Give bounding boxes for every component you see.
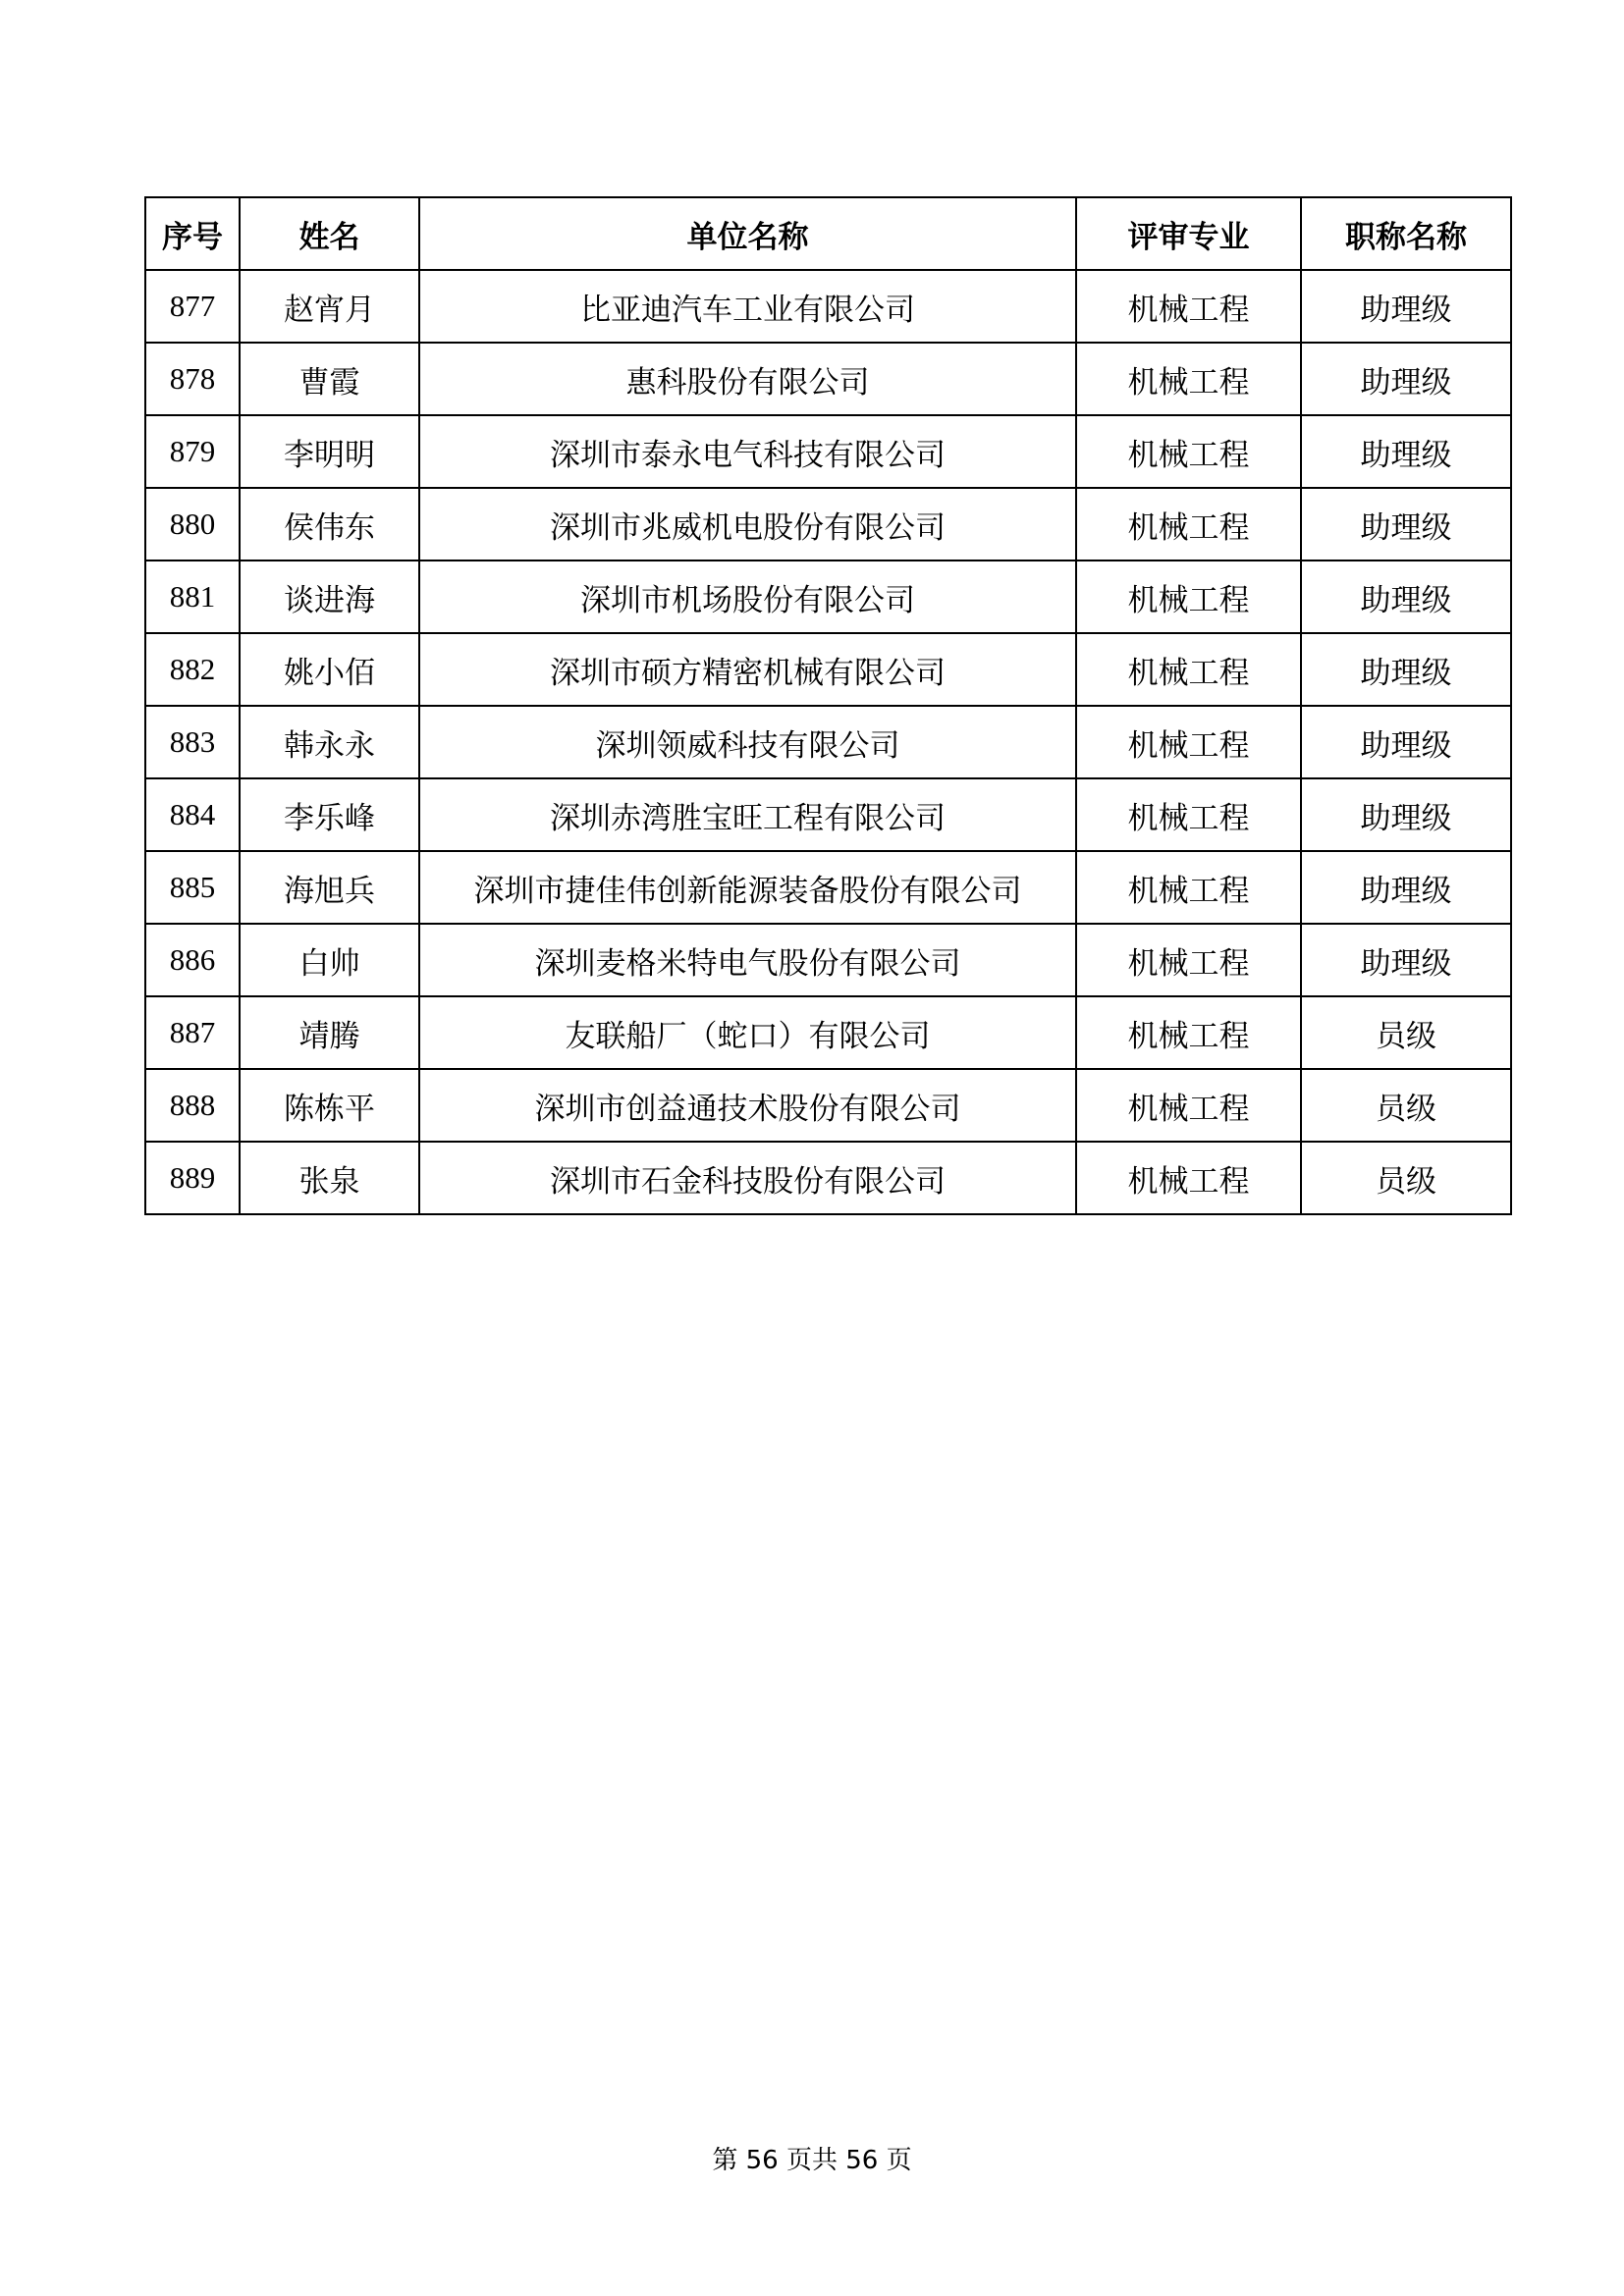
cell-organization: 深圳市创益通技术股份有限公司 [419,1069,1076,1142]
table-row [145,561,1511,633]
cell-organization: 友联船厂（蛇口）有限公司 [419,996,1076,1069]
cell-organization: 比亚迪汽车工业有限公司 [419,270,1076,343]
table-row [145,633,1511,706]
cell-organization: 深圳麦格米特电气股份有限公司 [419,924,1076,996]
table-row [145,415,1511,488]
cell-organization: 深圳赤湾胜宝旺工程有限公司 [419,778,1076,851]
cell-serial-number: 889 [145,1142,240,1214]
header-name: 姓名 [240,197,419,270]
cell-serial-number: 881 [145,561,240,633]
cell-title-level: 助理级 [1301,488,1511,561]
cell-specialty: 机械工程 [1076,1069,1301,1142]
cell-serial-number: 888 [145,1069,240,1142]
cell-name: 靖腾 [240,996,419,1069]
cell-organization: 惠科股份有限公司 [419,343,1076,415]
cell-name: 韩永永 [240,706,419,778]
cell-serial-number: 882 [145,633,240,706]
cell-serial-number: 883 [145,706,240,778]
table-body [145,270,1511,1214]
table-row [145,270,1511,343]
cell-title-level: 助理级 [1301,778,1511,851]
table-row [145,1142,1511,1214]
cell-organization: 深圳市硕方精密机械有限公司 [419,633,1076,706]
cell-specialty: 机械工程 [1076,561,1301,633]
cell-name: 海旭兵 [240,851,419,924]
cell-name: 侯伟东 [240,488,419,561]
table-row [145,343,1511,415]
table-row [145,706,1511,778]
cell-specialty: 机械工程 [1076,706,1301,778]
cell-specialty: 机械工程 [1076,996,1301,1069]
cell-serial-number: 884 [145,778,240,851]
page-footer: 第 56 页共 56 页 [712,2146,912,2175]
header-specialty: 评审专业 [1076,197,1301,270]
cell-title-level: 助理级 [1301,415,1511,488]
cell-specialty: 机械工程 [1076,415,1301,488]
table-row [145,851,1511,924]
cell-name: 陈栋平 [240,1069,419,1142]
cell-name: 张泉 [240,1142,419,1214]
cell-name: 李明明 [240,415,419,488]
cell-specialty: 机械工程 [1076,633,1301,706]
header-organization: 单位名称 [419,197,1076,270]
cell-title-level: 助理级 [1301,633,1511,706]
table-header-row [145,197,1511,270]
cell-name: 白帅 [240,924,419,996]
cell-specialty: 机械工程 [1076,488,1301,561]
cell-name: 姚小佰 [240,633,419,706]
cell-serial-number: 879 [145,415,240,488]
cell-name: 李乐峰 [240,778,419,851]
cell-serial-number: 886 [145,924,240,996]
cell-serial-number: 887 [145,996,240,1069]
cell-name: 赵宵月 [240,270,419,343]
cell-title-level: 助理级 [1301,270,1511,343]
cell-organization: 深圳市石金科技股份有限公司 [419,1142,1076,1214]
cell-title-level: 员级 [1301,996,1511,1069]
cell-title-level: 助理级 [1301,343,1511,415]
cell-specialty: 机械工程 [1076,270,1301,343]
cell-name: 谈进海 [240,561,419,633]
table-row [145,924,1511,996]
cell-specialty: 机械工程 [1076,778,1301,851]
cell-specialty: 机械工程 [1076,924,1301,996]
cell-specialty: 机械工程 [1076,1142,1301,1214]
header-serial-number: 序号 [145,197,240,270]
cell-serial-number: 877 [145,270,240,343]
cell-title-level: 助理级 [1301,561,1511,633]
cell-serial-number: 878 [145,343,240,415]
cell-organization: 深圳市机场股份有限公司 [419,561,1076,633]
cell-specialty: 机械工程 [1076,343,1301,415]
cell-title-level: 助理级 [1301,706,1511,778]
table-row [145,1069,1511,1142]
cell-specialty: 机械工程 [1076,851,1301,924]
cell-serial-number: 885 [145,851,240,924]
cell-title-level: 助理级 [1301,851,1511,924]
cell-serial-number: 880 [145,488,240,561]
cell-organization: 深圳领威科技有限公司 [419,706,1076,778]
cell-organization: 深圳市泰永电气科技有限公司 [419,415,1076,488]
personnel-table [144,196,1512,1215]
cell-title-level: 员级 [1301,1069,1511,1142]
cell-organization: 深圳市兆威机电股份有限公司 [419,488,1076,561]
cell-title-level: 员级 [1301,1142,1511,1214]
header-title-level: 职称名称 [1301,197,1511,270]
table-row [145,488,1511,561]
cell-name: 曹霞 [240,343,419,415]
cell-organization: 深圳市捷佳伟创新能源装备股份有限公司 [419,851,1076,924]
cell-title-level: 助理级 [1301,924,1511,996]
table-row [145,778,1511,851]
table-row [145,996,1511,1069]
